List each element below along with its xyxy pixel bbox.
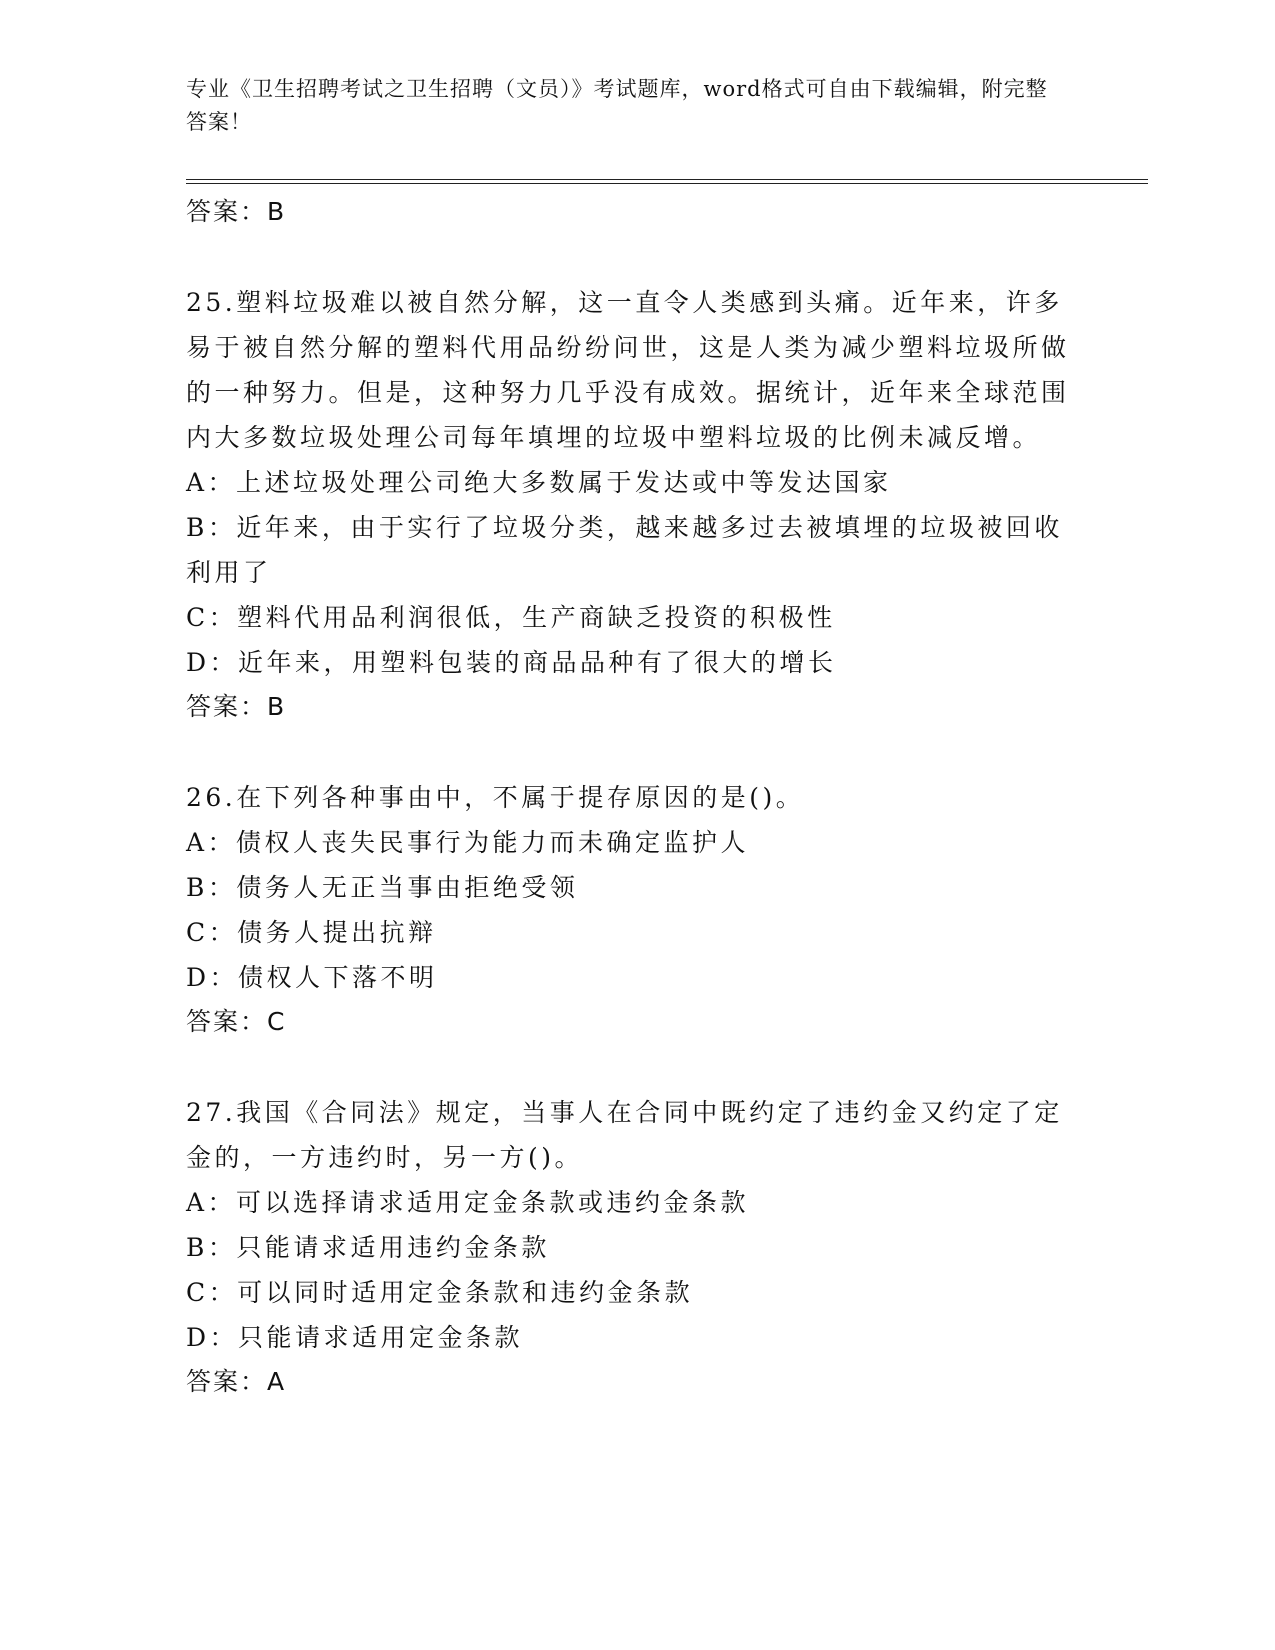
header-text: 专业《卫生招聘考试之卫生招聘（文员）》考试题库，word格式可自由下载编辑，附完整答案！ [186, 77, 1048, 134]
option-d: D：只能请求适用定金条款 [186, 1323, 524, 1352]
spacer [186, 234, 1086, 280]
option-a: A：可以选择请求适用定金条款或违约金条款 [186, 1188, 750, 1217]
option-b: B：债务人无正当事由拒绝受领 [186, 873, 579, 902]
question-stem: 25.塑料垃圾难以被自然分解，这一直令人类感到头痛。近年来，许多易于被自然分解的塑料代用品纷纷问世，这是人类为减少塑料垃圾所做的一种努力。但是，这种努力几乎没有成效。据统计，近年来全球范围内大多数垃圾处理公司每年填埋的垃圾中塑料垃圾的比例未减反增。 [186, 288, 1070, 452]
spacer [186, 729, 1086, 775]
option-c: C：塑料代用品利润很低，生产商缺乏投资的积极性 [186, 603, 836, 632]
question-26 [186, 775, 1086, 1044]
option-d: D：近年来，用塑料包装的商品品种有了很大的增长 [186, 648, 837, 677]
option-c: C：可以同时适用定金条款和违约金条款 [186, 1278, 694, 1307]
header-divider-bottom [186, 183, 1148, 184]
option-a: A：债权人丧失民事行为能力而未确定监护人 [186, 828, 750, 857]
previous-answer: 答案：B [186, 197, 287, 226]
question-stem: 27.我国《合同法》规定，当事人在合同中既约定了违约金又约定了定金的，一方违约时，另一方()。 [186, 1098, 1063, 1172]
document-header [186, 73, 1066, 139]
answer: 答案：A [186, 1367, 287, 1396]
answer: 答案：C [186, 1007, 287, 1036]
question-stem: 26.在下列各种事由中，不属于提存原因的是()。 [186, 783, 805, 812]
option-a: A：上述垃圾处理公司绝大多数属于发达或中等发达国家 [186, 468, 892, 497]
spacer [186, 1044, 1086, 1090]
answer: 答案：B [186, 692, 287, 721]
question-27 [186, 1090, 1086, 1404]
option-d: D：债权人下落不明 [186, 963, 438, 992]
question-25 [186, 280, 1086, 729]
question-list [186, 190, 1086, 1404]
option-c: C：债务人提出抗辩 [186, 918, 437, 947]
option-b: B：近年来，由于实行了垃圾分类，越来越多过去被填埋的垃圾被回收利用了 [186, 513, 1063, 587]
option-b: B：只能请求适用违约金条款 [186, 1233, 550, 1262]
header-divider-top [186, 179, 1148, 180]
